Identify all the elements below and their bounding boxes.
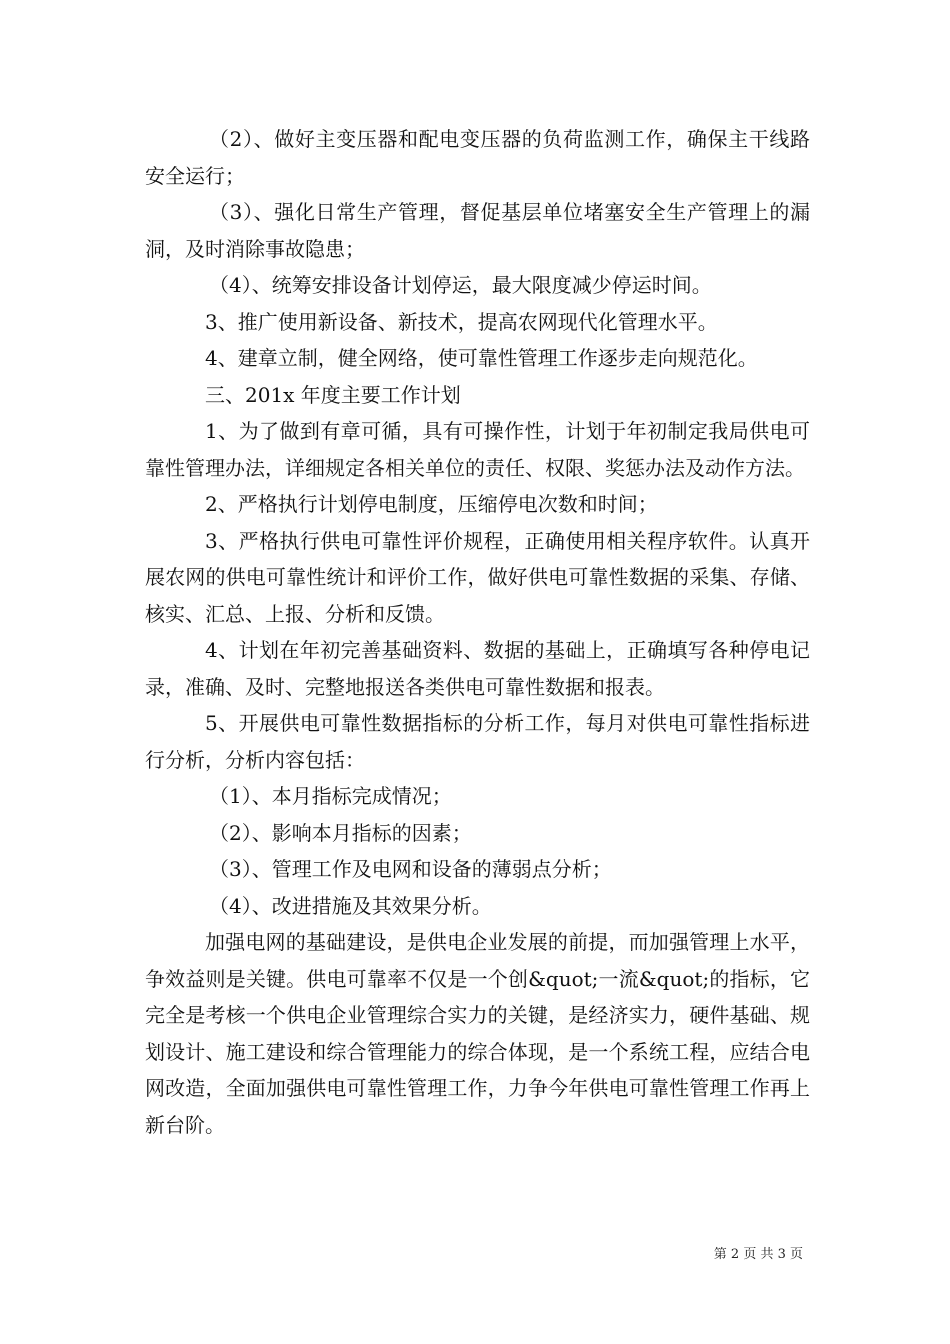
page-indicator: 第 2 页 共 3 页 [713, 1247, 803, 1262]
closing-paragraph: 加强电网的基础建设，是供电企业发展的前提，而加强管理上水平，争效益则是关键。供电可靠率不仅是一个创&quot;一流&quot;的指标，它完全是考核一个供电企业管理综合实力的关键，是经济实力，硬件基础、规划设计、施工建设和综合管理能力的综合体现，是一个系统工程，应结合电网改造，全面加强供电可靠性管理工作，力争今年供电可靠性管理工作再上新台阶。 [145, 930, 810, 1137]
paragraph-item-2-2: （2）、做好主变压器和配电变压器的负荷监测工作，确保主干线路安全运行； [145, 127, 810, 188]
section-heading-3: 三、201x 年度主要工作计划 [205, 382, 461, 407]
analysis-item-2: （2）、影响本月指标的因素； [209, 820, 472, 845]
analysis-item-1: （1）、本月指标完成情况； [209, 784, 452, 808]
plan-item-4: 4、计划在年初完善基础资料、数据的基础上，正确填写各种停电记录，准确、及时、完整地报送各类供电可靠性数据和报表。 [145, 638, 810, 699]
analysis-item-3: （3）、管理工作及电网和设备的薄弱点分析； [209, 857, 612, 881]
paragraph-item-2-3: （3）、强化日常生产管理，督促基层单位堵塞安全生产管理上的漏洞，及时消除事故隐患； [145, 200, 810, 261]
plan-item-1: 1、为了做到有章可循，具有可操作性，计划于年初制定我局供电可靠性管理办法，详细规定各相关单位的责任、权限、奖惩办法及动作方法。 [145, 419, 810, 480]
paragraph-item-2-4: （4）、统筹安排设备计划停运，最大限度减少停运时间。 [209, 273, 712, 297]
paragraph-item-3: 3、推广使用新设备、新技术，提高农网现代化管理水平。 [205, 309, 718, 334]
paragraph-item-4: 4、建章立制，健全网络，使可靠性管理工作逐步走向规范化。 [205, 346, 758, 370]
plan-item-3: 3、严格执行供电可靠性评价规程，正确使用相关程序软件。认真开展农网的供电可靠性统计和评价工作，做好供电可靠性数据的采集、存储、核实、汇总、上报、分析和反馈。 [145, 528, 810, 626]
analysis-item-4: （4）、改进措施及其效果分析。 [209, 893, 492, 918]
plan-item-5: 5、开展供电可靠性数据指标的分析工作，每月对供电可靠性指标进行分析，分析内容包括： [145, 711, 810, 772]
document-body [145, 121, 810, 1143]
plan-item-2: 2、严格执行计划停电制度，压缩停电次数和时间； [205, 492, 658, 516]
